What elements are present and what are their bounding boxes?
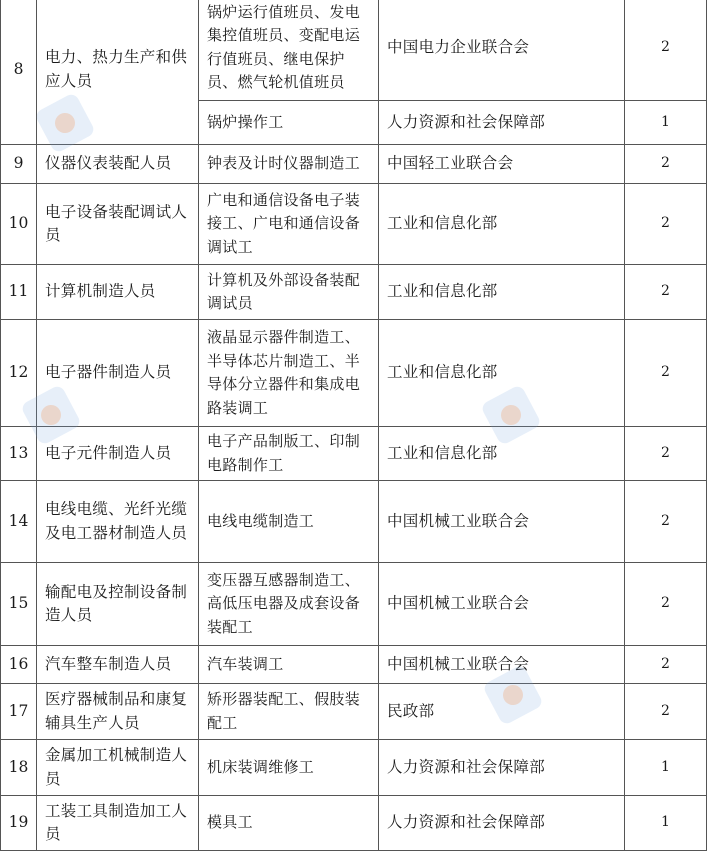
row-number: 17: [1, 684, 37, 740]
department: 民政部: [379, 684, 625, 740]
job-titles: 广电和通信设备电子装接工、广电和通信设备调试工: [199, 184, 379, 265]
job-titles: 电线电缆制造工: [199, 481, 379, 563]
job-titles: 锅炉操作工: [199, 101, 379, 145]
occupation-category: 电力、热力生产和供应人员: [37, 0, 199, 145]
count: 2: [625, 684, 707, 740]
job-titles: 计算机及外部设备装配调试员: [199, 265, 379, 320]
occupation-category: 输配电及控制设备制造人员: [37, 563, 199, 646]
table-row: [1, 0, 707, 101]
job-titles: 电子产品制版工、印制电路制作工: [199, 427, 379, 481]
row-number: 10: [1, 184, 37, 265]
department: 工业和信息化部: [379, 184, 625, 265]
department: 工业和信息化部: [379, 427, 625, 481]
job-titles: 机床装调维修工: [199, 740, 379, 796]
department: 工业和信息化部: [379, 320, 625, 427]
occupation-category: 仪器仪表装配人员: [37, 145, 199, 184]
department: 人力资源和社会保障部: [379, 740, 625, 796]
job-titles: 矫形器装配工、假肢装配工: [199, 684, 379, 740]
row-number: 8: [1, 0, 37, 145]
count: 2: [625, 184, 707, 265]
job-titles: 锅炉运行值班员、发电集控值班员、变配电运行值班员、继电保护员、燃气轮机值班员: [199, 0, 379, 101]
department: 人力资源和社会保障部: [379, 796, 625, 851]
occupation-category: 计算机制造人员: [37, 265, 199, 320]
row-number: 19: [1, 796, 37, 851]
table-row: [1, 796, 707, 851]
row-number: 11: [1, 265, 37, 320]
department: 中国轻工业联合会: [379, 145, 625, 184]
count: 2: [625, 646, 707, 684]
job-titles: 模具工: [199, 796, 379, 851]
department: 中国机械工业联合会: [379, 563, 625, 646]
row-number: 9: [1, 145, 37, 184]
count: 2: [625, 145, 707, 184]
table-row: [1, 563, 707, 646]
job-titles: 汽车装调工: [199, 646, 379, 684]
occupation-category: 汽车整车制造人员: [37, 646, 199, 684]
occupation-category: 电线电缆、光纤光缆及电工器材制造人员: [37, 481, 199, 563]
count: 2: [625, 563, 707, 646]
occupation-category: 工装工具制造加工人员: [37, 796, 199, 851]
table-row: [1, 481, 707, 563]
row-number: 13: [1, 427, 37, 481]
table-row: [1, 320, 707, 427]
occupation-category: 电子设备装配调试人员: [37, 184, 199, 265]
occupation-category: 电子元件制造人员: [37, 427, 199, 481]
department: 中国机械工业联合会: [379, 481, 625, 563]
job-titles: 钟表及计时仪器制造工: [199, 145, 379, 184]
table-row: [1, 646, 707, 684]
job-titles: 液晶显示器件制造工、半导体芯片制造工、半导体分立器件和集成电路装调工: [199, 320, 379, 427]
count: 1: [625, 740, 707, 796]
count: 2: [625, 0, 707, 101]
table-row: [1, 427, 707, 481]
department: 工业和信息化部: [379, 265, 625, 320]
count: 1: [625, 796, 707, 851]
table-row: [1, 740, 707, 796]
table-row: [1, 184, 707, 265]
row-number: 12: [1, 320, 37, 427]
department: 人力资源和社会保障部: [379, 101, 625, 145]
table-row: [1, 265, 707, 320]
table-row: [1, 145, 707, 184]
count: 2: [625, 427, 707, 481]
row-number: 15: [1, 563, 37, 646]
row-number: 14: [1, 481, 37, 563]
table-row: [1, 684, 707, 740]
count: 1: [625, 101, 707, 145]
occupation-category: 金属加工机械制造人员: [37, 740, 199, 796]
occupation-category: 电子器件制造人员: [37, 320, 199, 427]
occupation-category: 医疗器械制品和康复辅具生产人员: [37, 684, 199, 740]
count: 2: [625, 320, 707, 427]
department: 中国机械工业联合会: [379, 646, 625, 684]
count: 2: [625, 481, 707, 563]
row-number: 18: [1, 740, 37, 796]
job-titles: 变压器互感器制造工、高低压电器及成套设备装配工: [199, 563, 379, 646]
count: 2: [625, 265, 707, 320]
department: 中国电力企业联合会: [379, 0, 625, 101]
row-number: 16: [1, 646, 37, 684]
